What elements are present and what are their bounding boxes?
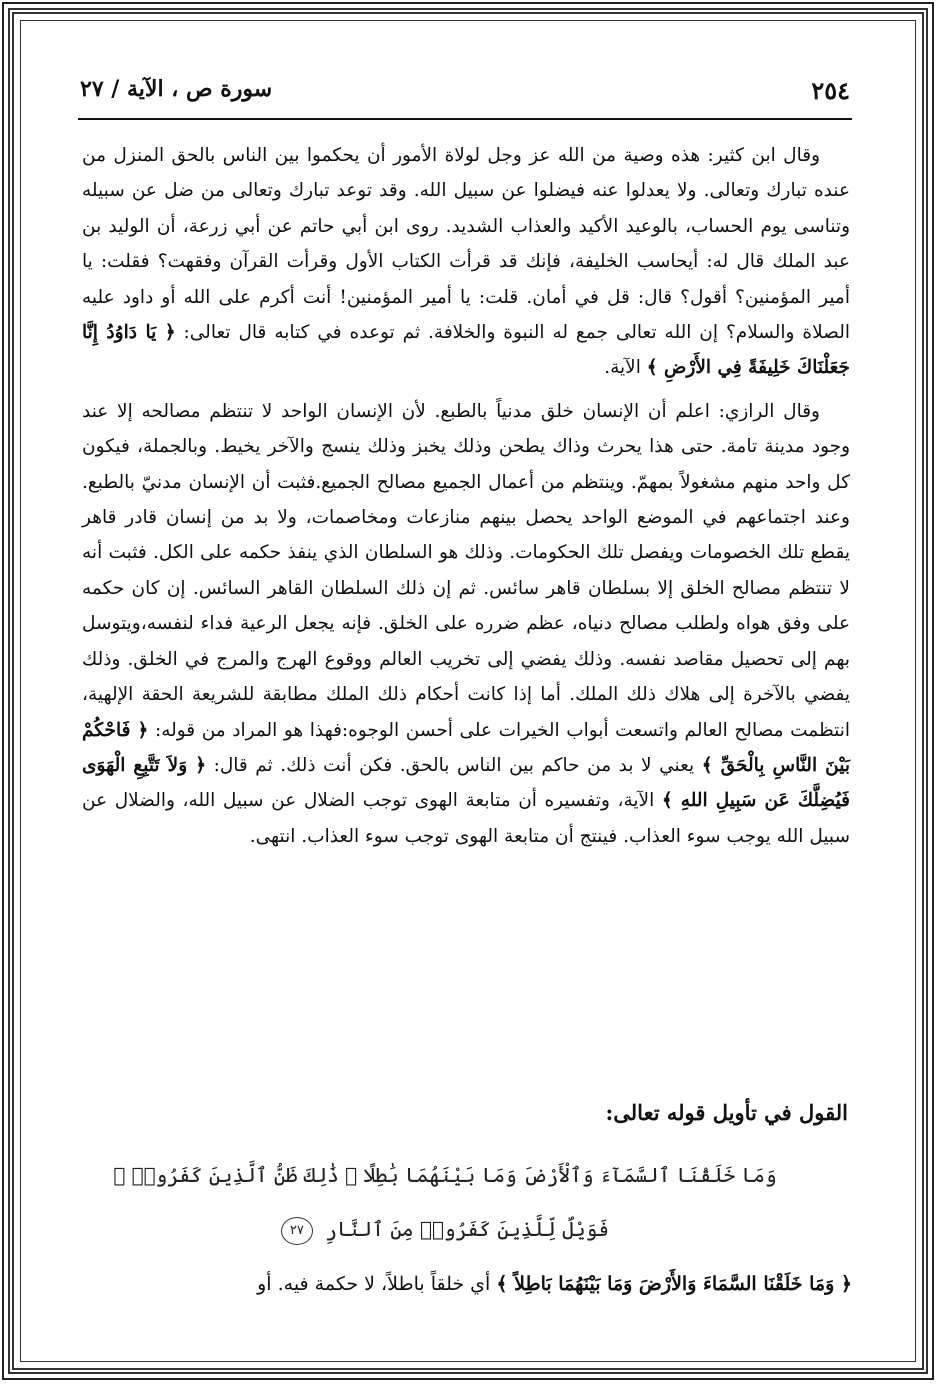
- commentary-text: أي خلقاً باطلاً، لا حكمة فيه. أو: [257, 1273, 497, 1295]
- paragraph-ibn-kathir: [82, 138, 850, 386]
- quran-quote: ﴿ وَلاَ تَتَّبِعِ الْهَوَى فَيُضِلَّكَ عَن سَبِيلِ اللهِ ﴾: [82, 754, 850, 812]
- page-number: ٢٥٤: [811, 76, 850, 105]
- quran-quote: ﴿ فَاحْكُمْ بَيْنَ النَّاسِ بِالْحَقِّ ﴾: [82, 719, 850, 776]
- paragraph-text: وقال ابن كثير: هذه وصية من الله عز وجل لولاة الأمور أن يحكموا بين الناس بالحق المنزل من عنده تبارك وتعالى. ولا يعدلوا عنه فيضلوا عن سبيل الله. وقد توعد تبارك وتعالى من ضل عن سبيله وتناسى يوم الحساب، بالوعيد الأكيد والعذاب الشديد. روى ابن أبي حاتم عن أبي زرعة، أن الوليد بن عبد الملك قال له: أيحاسب الخليفة، فإنك قد قرأت الكتاب الأول وقرأت القرآن وفقهت؟ فقلت: يا أمير المؤمنين؟ أقول؟ قال: قل في أمان. قلت: يا أمير المؤمنين! أنت أكرم على الله أو داود عليه الصلاة والسلام؟ إن الله تعالى جمع له النبوة والخلافة. ثم توعده في كتابه قال تعالى:: [82, 145, 850, 344]
- page-header: [80, 76, 850, 110]
- paragraph-text: وقال الرازي: اعلم أن الإنسان خلق مدنياً بالطبع. لأن الإنسان الواحد لا تنتظم مصالحه إلا عند وجود مدينة تامة. حتى هذا يحرث وذاك يطحن وذلك يخبز وذلك ينسج والآخر يخيط. وبالجملة، فيكون كل واحد منهم مشغولاً بمهمّ. وينتظم من أعمال الجميع مصالح الجميع.فثبت أن الإنسان مدنيّ بالطبع. وعند اجتماعهم في الموضع الواحد يحصل بينهم منازعات ومخاصمات، ولا بد من إنسان قادر قاهر يقطع تلك الخصومات ويفصل تلك الحكومات. وذلك هو السلطان الذي ينفذ حكمه على الكل. فثبت أنه لا تنتظم مصالح الخلق إلا بسلطان قاهر سائس. ثم إن ذلك السلطان القاهر السائس. إن كان حكمه على وفق هواه ولطلب مصالح دنياه، عظم ضرره على الخلق. فإنه يجعل الرعية فداء لنفسه،ويتوسل بهم إلى تحصيل مقاصد نفسه. وذلك يفضي إلى تخريب العالم ووقوع الهرج والمرج في الخلق. وذلك يفضي بالآخرة إلى هلاك ذلك الملك. أما إذا كانت أحكام ذلك الملك مطابقة للشريعة الحقة الإلهية، انتظمت مصالح العالم واتسعت أبواب الخيرات على أحسن الوجوه:فهذا هو المراد من قوله:: [82, 400, 850, 741]
- paragraph-text: الآية، وتفسيره أن متابعة الهوى توجب الضلال عن سبيل الله، والضلال عن سبيل الله يوجب سوء العذاب. فينتج أن متابعة الهوى توجب سوء العذاب. انتهى.: [82, 790, 850, 847]
- surah-title: سورة ص ، الآية / ٢٧: [80, 76, 273, 102]
- verse-number-badge: ٢٧: [281, 1217, 313, 1245]
- commentary-line: [82, 1266, 852, 1302]
- verse-text: وَمَا خَلَقْنَا ٱلسَّمَآءَ وَٱلْأَرْضَ وَمَا بَيْنَهُمَا بَٰطِلًا ۚ ذَٰلِكَ ظَنُّ ٱلَّذِينَ كَفَرُوا۟ ۚ فَوَيْلٌ لِّلَّذِينَ كَفَرُوا۟ مِنَ ٱلنَّارِ: [113, 1163, 777, 1241]
- body-text: [82, 138, 850, 854]
- quran-quote: ﴿ وَمَا خَلَقْنَا السَّمَاءَ وَالأَرْضَ وَمَا بَيْنَهُمَا بَاطِلاً ﴾: [496, 1273, 852, 1295]
- quran-verse: [100, 1148, 790, 1256]
- quran-quote: ﴿ يَا دَاوُدُ إِنَّا جَعَلْنَاكَ خَلِيفَةً فِي الأَرْضِ ﴾: [82, 322, 850, 379]
- paragraph-razi: [82, 394, 850, 854]
- section-heading: القول في تأويل قوله تعالى:: [605, 1100, 848, 1125]
- header-rule: [78, 118, 852, 120]
- paragraph-text: الآية.: [604, 357, 647, 379]
- paragraph-text: يعني لا بد من حاكم بين الناس بالحق. فكن أنت ذلك. ثم قال:: [206, 754, 702, 776]
